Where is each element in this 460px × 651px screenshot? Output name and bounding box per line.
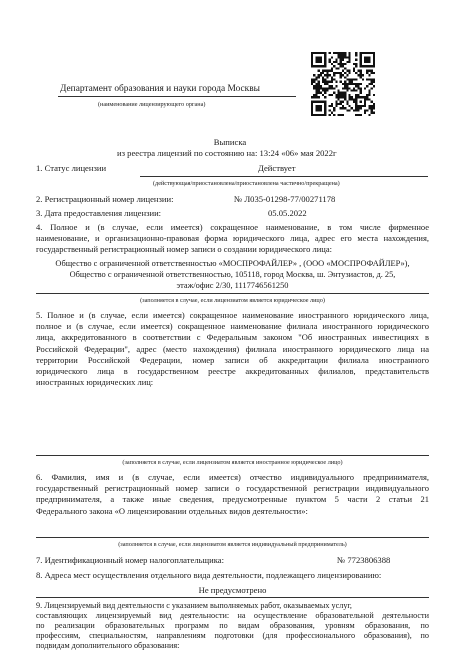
inn-label: 7. Идентификационный номер налогоплательщика: <box>36 555 225 565</box>
text-line: 6. Фамилия, имя и (в случае, если имеется) отчество индивидуального предпринимателя, <box>36 472 429 482</box>
inn-value: № 7723806388 <box>337 555 391 565</box>
issue-date-label: 3. Дата предоставления лицензии: <box>36 208 162 218</box>
organization-details <box>36 258 429 292</box>
divider <box>58 96 296 97</box>
divider <box>36 293 429 294</box>
section-6-text <box>36 472 429 517</box>
divider <box>140 176 428 177</box>
text-line: 4. Полное и (в случае, если имеется) сокращенное наименование, в том числе фирменное <box>36 222 429 232</box>
text-line: Общество с ограниченной ответственностью, 105118, город Москва, ш. Энтузиастов, д. 25, <box>69 270 396 280</box>
section-5-text <box>36 310 429 388</box>
text-line: государственный регистрационный номер записи о государственной регистрации индивидуального <box>36 483 429 494</box>
text-line: наименование, и организационно-правовая форма юридического лица, адрес его места нахождения, <box>36 233 429 244</box>
text-line: полное и (в случае, если имеется) сокращенное наименование филиала иностранного юридического <box>36 321 429 332</box>
reg-number-label: 2. Регистрационный номер лицензии: <box>36 194 174 204</box>
document-subtitle: из реестра лицензий по состоянию на: 13:24 «06» мая 2022г <box>117 148 337 158</box>
text-line: лица, аккредитованного в соответствии с Федеральным законом "Об иностранных инвестициях в <box>36 332 429 343</box>
text-line: территории Российской Федерации, номер записи об аккредитации филиала иностранного <box>36 354 429 365</box>
status-caption: (действующая/приостановлена/приостановлена частично/прекращена) <box>153 180 340 187</box>
issue-date-value: 05.05.2022 <box>268 208 307 218</box>
text-line: 9. Лицензируемый вид деятельности с указанием выполняемых работ, оказываемых услуг, <box>36 601 352 610</box>
text-line: составляющих лицензируемый вид деятельности: на осуществление образовательной деятельности <box>36 611 429 620</box>
text-line: иностранных юридических лиц: <box>36 377 154 388</box>
section-6-caption: (заполняется в случае, если лицензиатом является индивидуальный предприниматель) <box>118 541 347 548</box>
text-line: 5. Полное и (в случае, если имеется) сокращенное наименование иностранного юридического лица, <box>36 310 429 320</box>
text-line: юридического лица в государственном реестре аккредитованных филиалов, представительств <box>36 366 429 377</box>
text-line: Общество с ограниченной ответственностью «МОСПРОФАЙЛЕР» , (ООО «МОСПРОФАЙЛЕР»), <box>55 259 410 268</box>
text-line: этаж/офис 2/30, 1117746561250 <box>176 281 289 291</box>
section-5-caption: (заполняется в случае, если лицензиатом является иностранное юридическое лицо) <box>122 459 343 466</box>
divider <box>36 537 429 538</box>
addresses-value: Не предусмотрено <box>198 585 267 595</box>
text-line: Федерального закона «О лицензировании отдельных видов деятельности»: <box>36 505 308 516</box>
qr-code-icon <box>311 52 375 116</box>
section-4-text <box>36 222 429 256</box>
document-title: Выписка <box>213 137 247 147</box>
status-value: Действует <box>258 163 296 173</box>
text-line: государственный регистрационный номер записи о создании юридического лица: <box>36 244 332 255</box>
text-line: профессиям, специальностям, направлениям подготовки (для профессионального образования), по <box>36 631 429 640</box>
addresses-label: 8. Адреса мест осуществления отдельного вида деятельности, подлежащего лицензированию: <box>36 570 382 580</box>
department-caption: (наименование лицензирующего органа) <box>98 101 206 108</box>
text-line: по реализации образовательных программ по видам образования, уровням образования, по <box>36 621 429 630</box>
text-line: Российской Федерации", адрес (место нахождения) филиала иностранного юридического лица на <box>36 343 429 354</box>
text-line: подвидам дополнительного образования: <box>36 641 180 650</box>
reg-number-value: № Л035-01298-77/00271178 <box>234 194 336 204</box>
section-4-caption: (заполняется в случае, если лицензиатом является юридическое лицо) <box>140 297 325 304</box>
divider <box>36 455 429 456</box>
text-line: предпринимателя, а также иные сведения, предусмотренные пунктом 5 части 2 статьи 21 <box>36 494 429 505</box>
divider <box>36 597 429 598</box>
section-9-text <box>36 601 429 651</box>
department-name: Департамент образования и науки города Москвы <box>60 84 260 94</box>
status-label: 1. Статус лицензии <box>36 163 107 173</box>
